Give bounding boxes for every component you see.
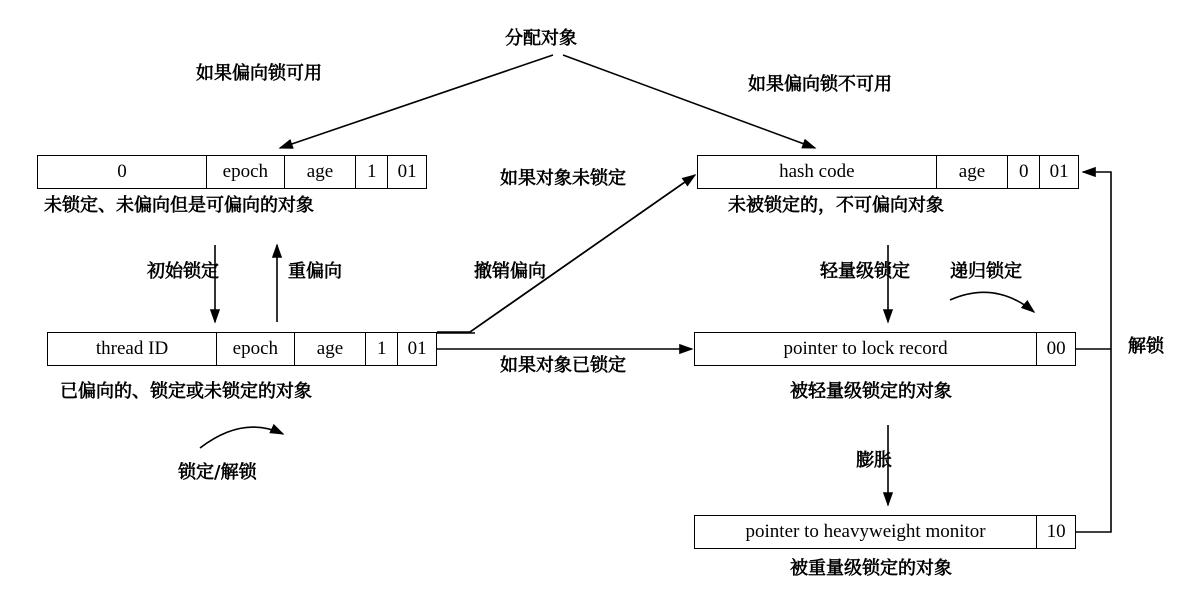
markword-cell: 00: [1046, 338, 1066, 359]
label-lock-unlock: 锁定/解锁: [178, 462, 257, 483]
label-lightweight-lock: 轻量级锁定: [820, 261, 910, 282]
label-revoke-bias: 撤销偏向: [474, 261, 546, 282]
markword-cell: 1: [356, 156, 388, 188]
label-initial-lock: 初始锁定: [147, 261, 219, 282]
markword-cell: age: [285, 156, 357, 188]
markword-cell: epoch: [217, 333, 295, 365]
label-object-unlocked: 如果对象未锁定: [500, 168, 626, 189]
markword-cell: age: [295, 333, 367, 365]
label-rebias: 重偏向: [288, 261, 342, 282]
label-allocate-object: 分配对象: [505, 28, 577, 49]
label-unlock: 解锁: [1128, 336, 1164, 357]
label-bias-unavailable: 如果偏向锁不可用: [748, 74, 892, 95]
markword-box-heavyweight: [694, 515, 1076, 549]
markword-cell: pointer to heavyweight monitor: [695, 516, 1037, 548]
markword-cell: epoch: [207, 156, 285, 188]
markword-box-unlocked: [697, 155, 1079, 189]
markword-cell: pointer to lock record: [695, 333, 1037, 365]
markword-box-biasable: [37, 155, 427, 189]
markword-cell: 10: [1046, 521, 1066, 542]
caption-unlocked: 未被锁定的，不可偏向对象: [728, 195, 944, 216]
markword-cell: 01: [397, 161, 417, 182]
markword-cell: age: [937, 156, 1009, 188]
markword-cell: 1: [366, 333, 398, 365]
markword-cell: thread ID: [48, 333, 217, 365]
markword-box-biased: [47, 332, 437, 366]
markword-cell: 0: [1008, 156, 1040, 188]
label-inflate: 膨胀: [856, 450, 892, 471]
markword-cell: 0: [38, 156, 207, 188]
caption-lightweight: 被轻量级锁定的对象: [790, 381, 952, 402]
markword-cell: hash code: [698, 156, 937, 188]
caption-biasable: 未锁定、未偏向但是可偏向的对象: [44, 195, 314, 216]
markword-box-lightweight: [694, 332, 1076, 366]
caption-biased: 已偏向的、锁定或未锁定的对象: [60, 381, 312, 402]
label-object-locked: 如果对象已锁定: [500, 355, 626, 376]
label-recursive-lock: 递归锁定: [950, 261, 1022, 282]
markword-cell: 01: [407, 338, 427, 359]
label-bias-available: 如果偏向锁可用: [196, 63, 322, 84]
markword-cell: 01: [1049, 161, 1069, 182]
caption-heavyweight: 被重量级锁定的对象: [790, 558, 952, 579]
